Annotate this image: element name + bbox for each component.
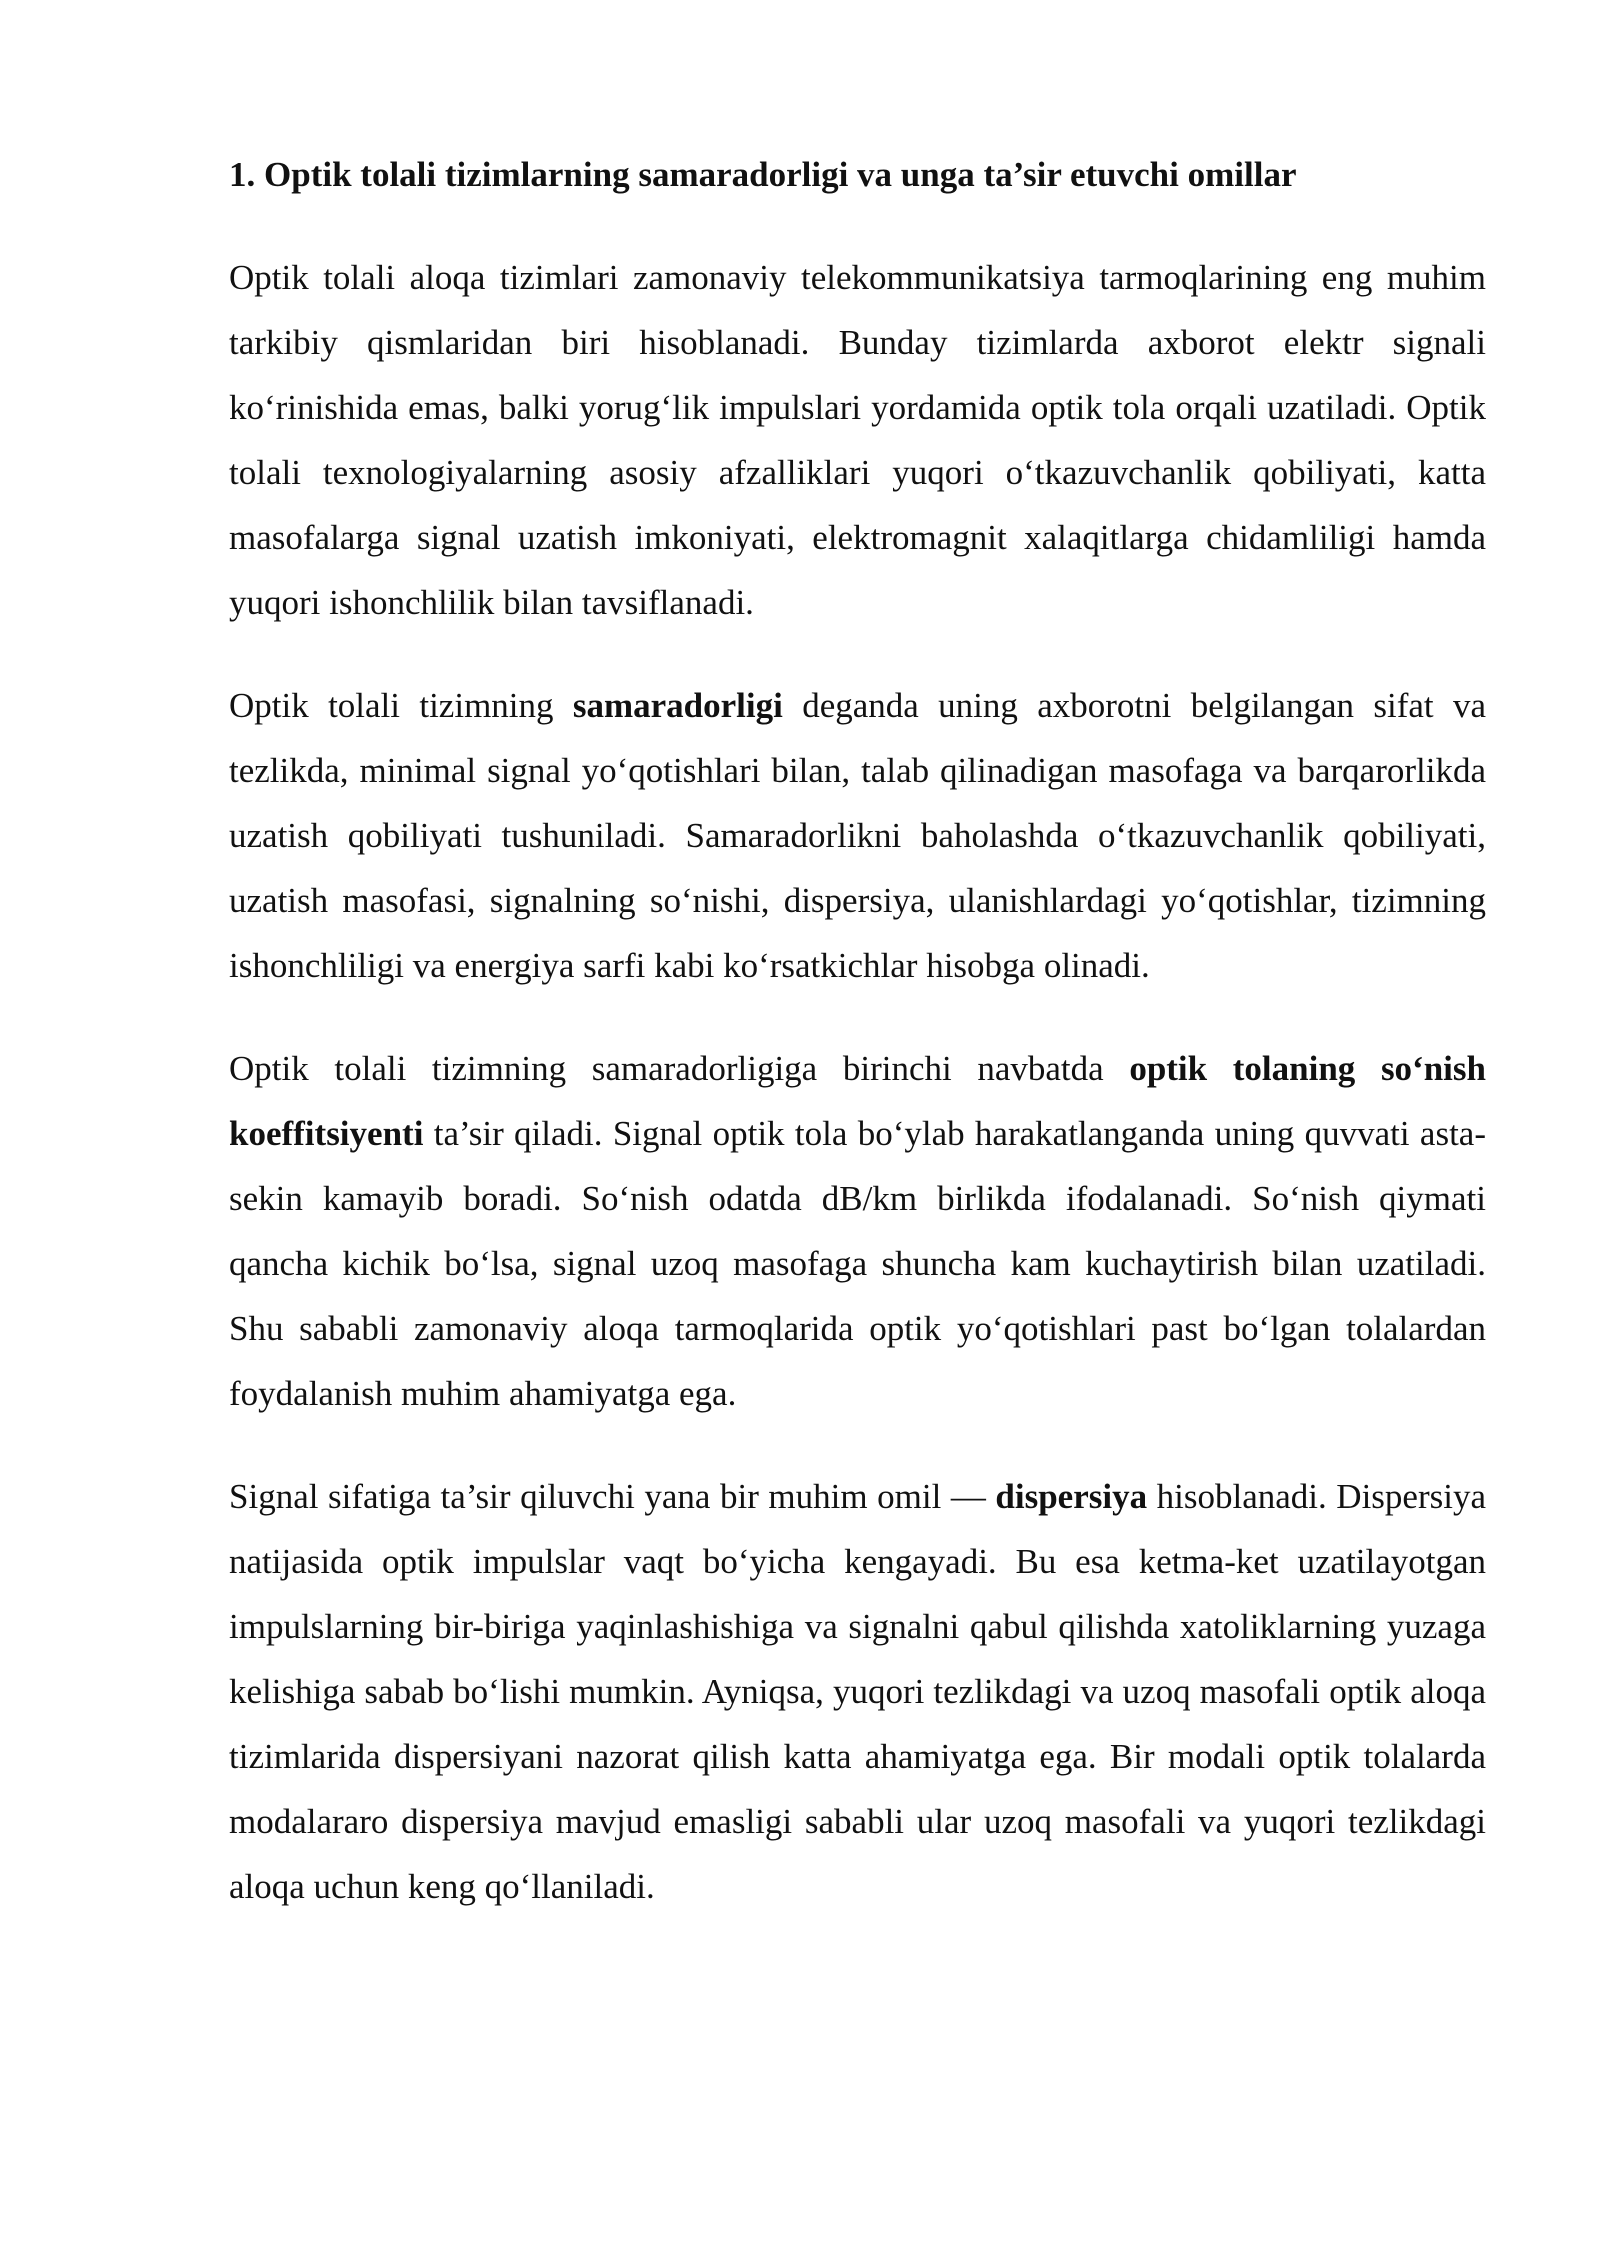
paragraph-dispersion xyxy=(229,1464,1486,1919)
paragraph-text: Optik tolali tizimning xyxy=(229,686,573,725)
paragraph-text: Signal sifatiga ta’sir qiluvchi yana bir muhim omil — xyxy=(229,1477,996,1516)
bold-term-efficiency: samaradorligi xyxy=(572,686,783,725)
bold-term-attenuation: optik tolaning so‘nish koeffitsiyenti xyxy=(229,1049,1486,1153)
paragraph-attenuation xyxy=(229,1036,1486,1426)
paragraph-intro: Optik tolali aloqa tizimlari zamonaviy telekommunikatsiya tarmoqlarining eng muhim tarkibiy qismlaridan biri hisoblanadi. Bunday tizimlarda axborot elektr signali ko‘rinishida emas, balki yorug‘lik impulslari yordamida optik tola orqali uzatiladi. Optik tolali texnologiyalarning asosiy afzalliklari yuqori o‘tkazuvchanlik qobiliyati, katta masofalarga signal uzatish imkoniyati, elektromagnit xalaqitlarga chidamliligi hamda yuqori ishonchlilik bilan tavsiflanadi. xyxy=(229,258,1486,622)
document-page xyxy=(229,142,1486,1919)
paragraph-text: hisoblanadi. Dispersiya natijasida optik impulslar vaqt bo‘yicha kengayadi. Bu esa ketma-ket uzatilayotgan impulslarning bir-biriga yaqinlashishiga va signalni qabul qilishda xatoliklarning yuzaga kelishiga sabab bo‘lishi mumkin. Ayniqsa, yuqori tezlikdagi va uzoq masofali optik aloqa tizimlarida dispersiyani nazorat qilish katta ahamiyatga ega. Bir modali optik tolalarda modalararo dispersiya mavjud emasligi sababli ular uzoq masofali va yuqori tezlikdagi aloqa uchun keng qo‘llaniladi. xyxy=(229,1477,1486,1906)
bold-term-dispersion: dispersiya xyxy=(995,1477,1148,1516)
paragraph-efficiency xyxy=(229,673,1486,998)
paragraph-text: Optik tolali tizimning samaradorligiga birinchi navbatda xyxy=(229,1049,1130,1088)
paragraph-text: deganda uning axborotni belgilangan sifat va tezlikda, minimal signal yo‘qotishlari bilan, talab qilinadigan masofaga va barqarorlikda uzatish qobiliyati tushuniladi. Samaradorlikni baholashda o‘tkazuvchanlik qobiliyati, uzatish masofasi, signalning so‘nishi, dispersiya, ulanishlardagi yo‘qotishlar, tizimning ishonchliligi va energiya sarfi kabi ko‘rsatkichlar hisobga olinadi. xyxy=(229,686,1486,985)
paragraph-text: ta’sir qiladi. Signal optik tola bo‘ylab harakatlanganda uning quvvati asta-sekin kamayib boradi. So‘nish odatda dB/km birlikda ifodalanadi. So‘nish qiymati qancha kichik bo‘lsa, signal uzoq masofaga shuncha kam kuchaytirish bilan uzatiladi. Shu sababli zamonaviy aloqa tarmoqlarida optik yo‘qotishlari past bo‘lgan tolalardan foydalanish muhim ahamiyatga ega. xyxy=(229,1114,1486,1413)
section-heading: 1. Optik tolali tizimlarning samaradorligi va unga ta’sir etuvchi omillar xyxy=(229,155,1297,194)
